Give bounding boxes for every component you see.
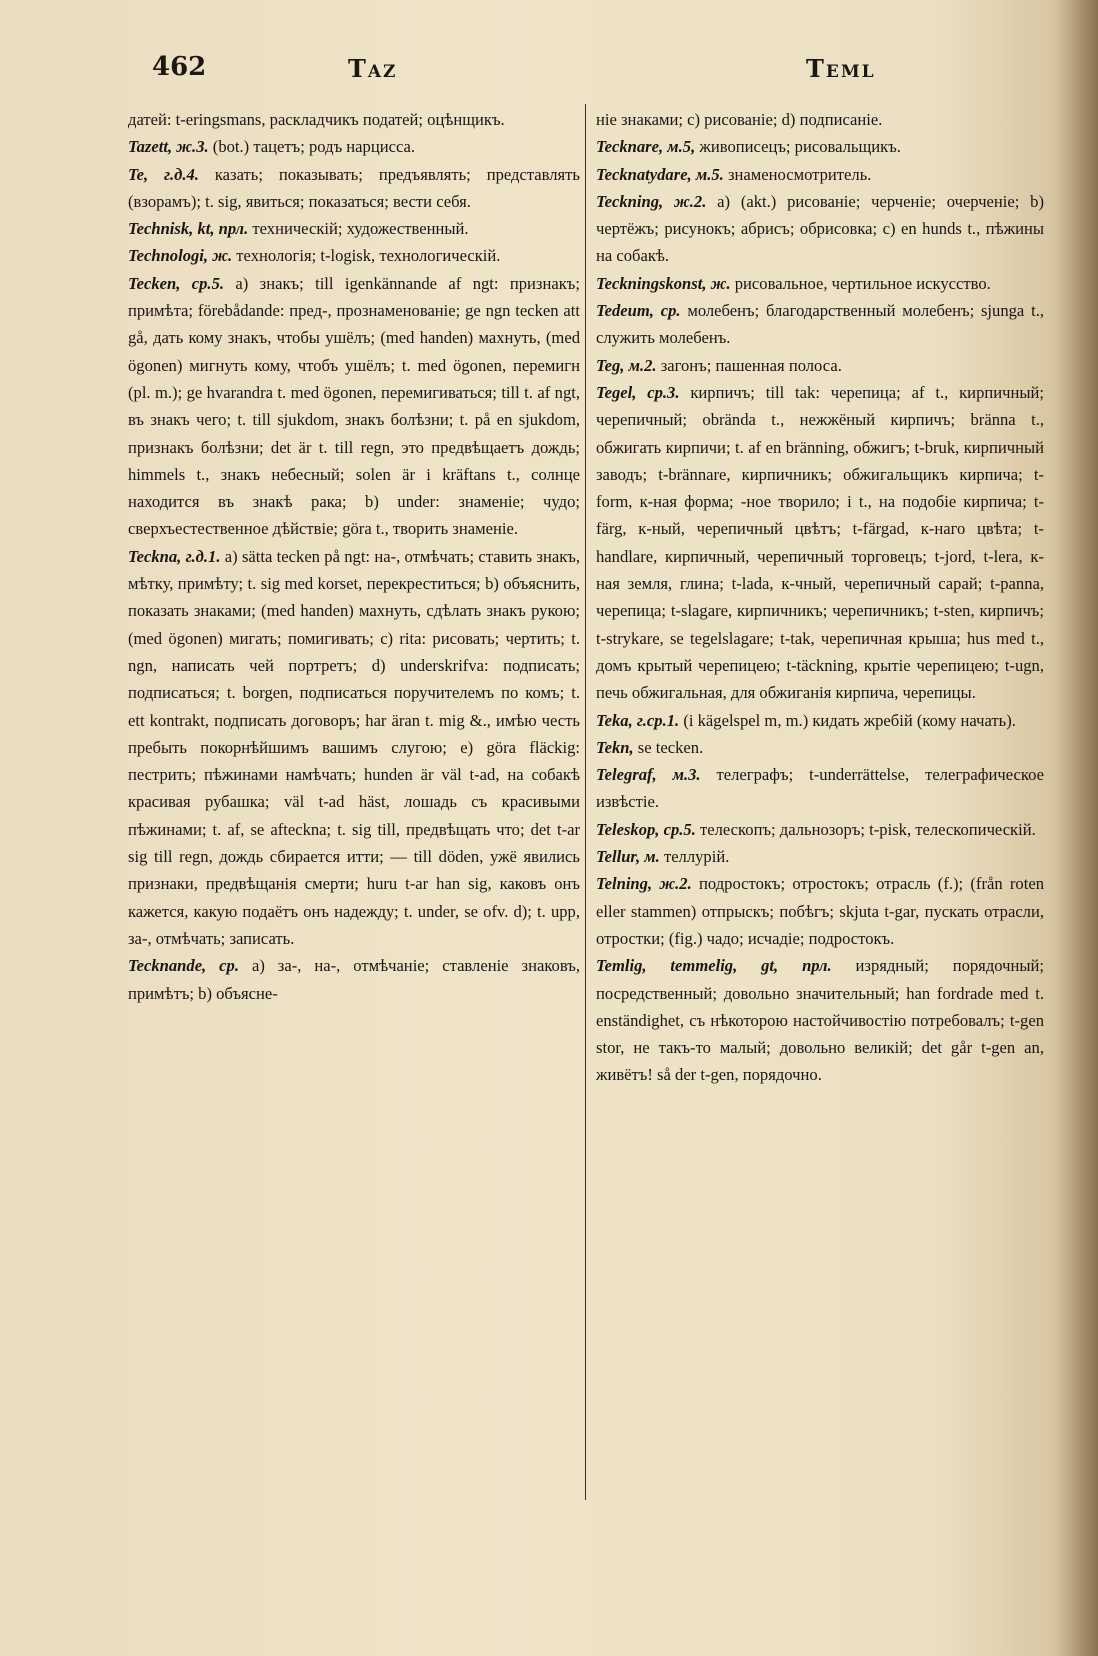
entry-definition: телескопъ; дальнозоръ; t-pisk, телескопическій. — [695, 819, 1036, 839]
entry-definition: а) sätta tecken på ngt: на-, отмѣчать; ставить знакъ, мѣтку, примѣту; t. sig med korset, перекреститься; b) объяснить, показать знаками; (med handen) махнуть, сдѣлать знакъ рукою; (med ögonen) мигать; помигивать; c) rita: рисовать; чертить; t. ngn, написать чей портретъ; d) underskrifva: подписать; подписаться; t. borgen, подписаться поручителемъ по комъ; t. ett kontrakt, подписать договоръ; har äran t. mig &., имѣю честь пребыть покорнѣйшимъ вашимъ слугою; e) göra fläckig: пестрить; пѣжинами намѣчать; hunden är väl t-ad, на собакѣ красивая рубашка; väl t-ad häst, лошадь съ красивыми пѣжинами; t. af, se afteckna; t. sig till, предвѣщать что; det t-ar sig till regn, дождь сбирается итти; — till döden, ужё явились признаки, предвѣщанія смерти; huru t-ar han sig, каковъ онъ кажется, какую подаётъ онъ надежду; t. under, se ofv. d); t. upp, за-, отмѣчать; записать. — [128, 546, 580, 948]
entry-definition: техническій; художественный. — [248, 219, 469, 239]
entry-headword: Tecknatydare, м.5. — [596, 164, 724, 184]
entry-headword: Teckningskonst, ж. — [596, 273, 731, 293]
dictionary-entry — [596, 761, 1044, 816]
dictionary-entry — [128, 106, 580, 133]
dictionary-entry — [128, 952, 580, 1007]
entry-definition: молебенъ; благодарственный молебенъ; sjunga t., служить молебенъ. — [596, 301, 1044, 348]
entry-headword: Technologi, ж. — [128, 246, 233, 266]
page-header — [0, 52, 1098, 92]
right-guide-word: Teml — [806, 54, 876, 83]
dictionary-entry — [596, 133, 1044, 160]
entry-definition: ніе знаками; c) рисованіе; d) подписаніе. — [596, 110, 883, 129]
entry-headword: Te, г.д.4. — [128, 164, 199, 184]
entry-headword: Tedeum, ср. — [596, 301, 681, 321]
entry-headword: Tekn, — [596, 737, 634, 757]
column-divider — [585, 104, 586, 1500]
dictionary-entry — [128, 133, 580, 160]
entry-headword: Teka, г.ср.1. — [596, 710, 680, 730]
dictionary-entry — [596, 816, 1044, 843]
dictionary-entry — [596, 297, 1044, 352]
entry-headword: Tecknande, ср. — [128, 956, 239, 976]
entry-definition: кирпичъ; till tak: черепица; af t., кирпичный; черепичный; obrända t., нежжёный кирпичъ; bränna t., обжигать кирпичи; t. af en bränning, обжигъ; t-bruk, кирпичный заводъ; t-brännare, кирпичникъ; обжигальщикъ кирпича; t-form, к-ная форма; -ное творило; i t., на подобіе кирпича; t-färg, к-ный, черепичный цвѣтъ; t-färgad, к-наго цвѣта; t-handlare, кирпичный, черепичный торговецъ; t-jord, t-lera, к-ная земля, глина; t-lada, к-чный, черепичный сарай; t-panna, черепица; t-slagare, кирпичникъ; черепичникъ; t-sten, кирпичъ; t-strykare, se tegelslagare; t-tak, черепичная крыша; hus med t., домъ крытый черепицею; t-täckning, крытіе черепицею; t-ugn, печь обжигальная, для обжиганія кирпича, черепицы. — [596, 382, 1044, 703]
entry-headword: Tecknare, м.5, — [596, 137, 696, 157]
entry-definition: теллурій. — [659, 847, 730, 867]
entry-headword: Tegel, ср.3. — [596, 382, 680, 402]
entry-headword: Technisk, kt, прл. — [128, 219, 249, 239]
dictionary-entry — [128, 215, 580, 242]
entry-headword: Teckna, г.д.1. — [128, 546, 221, 566]
entry-definition: датей: t-eringsmans, раскладчикъ податей; оцѣнщикъ. — [128, 110, 505, 129]
entry-definition: а) (akt.) рисованіе; черченіе; очерченіе; b) чертёжъ; рисунокъ; абрисъ; обрисовка; c) en hunds t., пѣжины на собакѣ. — [596, 191, 1044, 266]
dictionary-entry — [596, 379, 1044, 707]
dictionary-entry — [596, 106, 1044, 133]
dictionary-entry — [128, 270, 580, 543]
dictionary-entry — [596, 707, 1044, 734]
dictionary-entry — [128, 161, 580, 216]
entry-definition: телеграфъ; t-underrättelse, телеграфическое извѣстіе. — [596, 765, 1045, 812]
entry-definition: технологія; t-logisk, технологическій. — [232, 246, 501, 266]
dictionary-entry — [596, 161, 1044, 188]
dictionary-entry — [596, 952, 1044, 1088]
dictionary-entry — [596, 734, 1044, 761]
entry-definition: казать; показывать; предъявлять; представлять (взорамъ); t. sig, явиться; показаться; вести себя. — [128, 164, 581, 211]
entry-headword: Tellur, м. — [596, 847, 660, 867]
entry-definition: подростокъ; отростокъ; отрасль (f.); (från roten eller stammen) отпрыскъ; побѣгъ; skjuta t-gar, пускать отрасли, отростки; (fig.) чадо; исчадіе; подростокъ. — [596, 874, 1044, 948]
left-column — [128, 106, 580, 1007]
entry-headword: Tazett, ж.3. — [128, 137, 209, 157]
entry-headword: Teleskop, ср.5. — [596, 819, 696, 839]
entry-definition: se tecken. — [633, 737, 704, 757]
left-guide-word: Taz — [348, 54, 398, 83]
dictionary-entry — [596, 870, 1044, 952]
dictionary-entry — [596, 843, 1044, 870]
entry-definition: загонъ; пашенная полоса. — [656, 355, 842, 375]
entry-headword: Temlig, temmelig, gt, прл. — [596, 956, 832, 976]
dictionary-entry — [596, 352, 1044, 379]
dictionary-entry — [128, 242, 580, 269]
entry-definition: знаменосмотритель. — [723, 164, 872, 184]
right-column — [596, 106, 1044, 1089]
dictionary-entry — [596, 188, 1044, 270]
entry-definition: рисовальное, чертильное искусство. — [730, 273, 991, 293]
entry-definition: а) за-, на-, отмѣчаніе; ставленіе знаковъ, примѣтъ; b) объясне- — [128, 956, 580, 1003]
entry-definition: а) знакъ; till igenkännande af ngt: признакъ; примѣта; förebådande: пред-, прознаменованіе; ge ngn tecken att gå, дать кому знакъ, чтобы ушёлъ; (med handen) махнуть, (med ögonen) мигнуть кому, чтобъ ушёлъ; t. med ögonen, перемигн (pl. m.); ge hvarandra t. med ögonen, перемигиваться; till t. af ngt, въ знакъ чего; t. till sjukdom, знакъ болѣзни; t. på en sjukdom, признакъ болѣзни; det är t. till regn, это предвѣщаетъ дождь; himmels t., знакъ небесный; solen är i kräftans t., солнце находится въ знакѣ рака; b) under: знаменіе; чудо; сверхъестественное дѣйствіе; göra t., творить знаменіе. — [128, 273, 580, 539]
entry-definition: (bot.) тацетъ; родъ нарцисса. — [208, 137, 416, 157]
dictionary-entry — [596, 270, 1044, 297]
entry-headword: Teg, м.2. — [596, 355, 657, 375]
page-number: 462 — [152, 52, 207, 82]
entry-headword: Tecken, ср.5. — [128, 273, 225, 293]
entry-definition: (i kägelspel m, m.) кидать жребій (кому начать). — [679, 710, 1016, 730]
entry-headword: Telegraf, м.3. — [596, 765, 701, 785]
entry-headword: Teckning, ж.2. — [596, 191, 707, 211]
dictionary-entry — [128, 543, 580, 952]
entry-definition: изрядный; порядочный; посредственный; довольно значительный; han fordrade med t. enständighet, съ нѣкоторою настойчивостію потребовалъ; t-gen stor, не такъ-то малый; довольно великій; det går t-gen an, живётъ! så der t-gen, порядочно. — [596, 956, 1044, 1085]
entry-definition: живописецъ; рисовальщикъ. — [695, 137, 901, 157]
entry-headword: Telning, ж.2. — [596, 874, 692, 894]
